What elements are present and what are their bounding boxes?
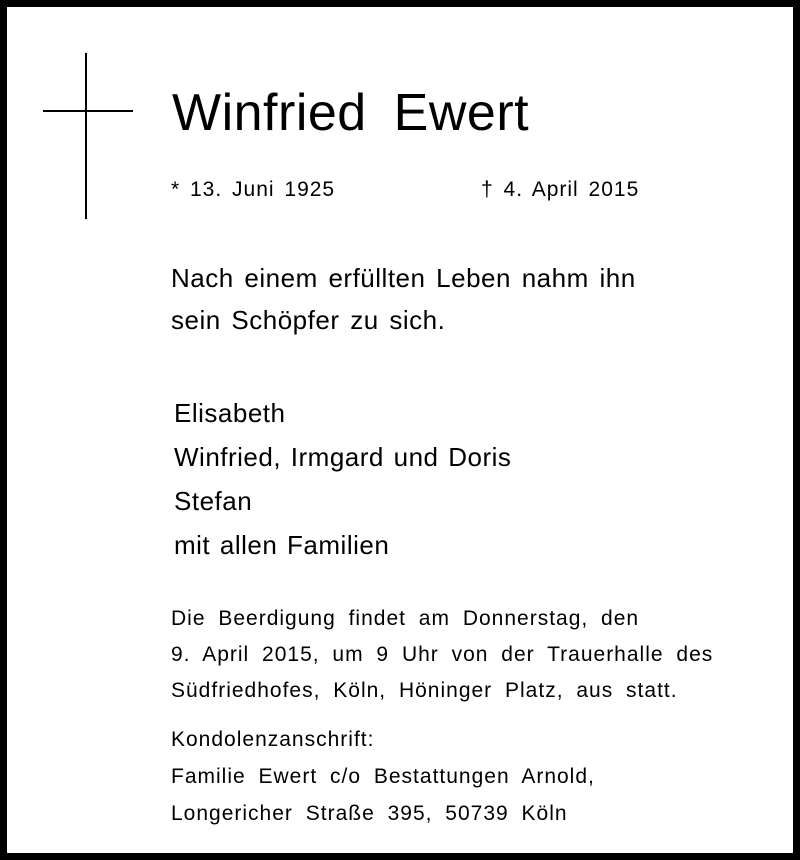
deceased-name: Winfried Ewert [172, 84, 530, 142]
mourners-list [174, 391, 511, 567]
quote-line: sein Schöpfer zu sich. [171, 305, 446, 335]
birth-date: * 13. Juni 1925 [171, 178, 336, 201]
funeral-details [171, 601, 713, 709]
mourner-entry: mit allen Familien [174, 530, 390, 560]
mourner-entry: Stefan [174, 486, 253, 516]
memorial-quote [171, 257, 636, 341]
condolence-line: Familie Ewert c/o Bestattungen Arnold, [171, 765, 595, 788]
condolence-heading: Kondolenzanschrift: [171, 728, 375, 751]
funeral-line: 9. April 2015, um 9 Uhr von der Trauerhalle des [171, 643, 714, 666]
condolence-address [171, 721, 595, 832]
funeral-line: Die Beerdigung findet am Donnerstag, den [171, 607, 640, 630]
death-date: † 4. April 2015 [481, 178, 640, 201]
funeral-line: Südfriedhofes, Köln, Höninger Platz, aus statt. [171, 679, 678, 702]
condolence-line: Longericher Straße 395, 50739 Köln [171, 802, 568, 825]
quote-line: Nach einem erfüllten Leben nahm ihn [171, 263, 636, 293]
mourner-entry: Elisabeth [174, 398, 286, 428]
mourner-entry: Winfried, Irmgard und Doris [174, 442, 512, 472]
